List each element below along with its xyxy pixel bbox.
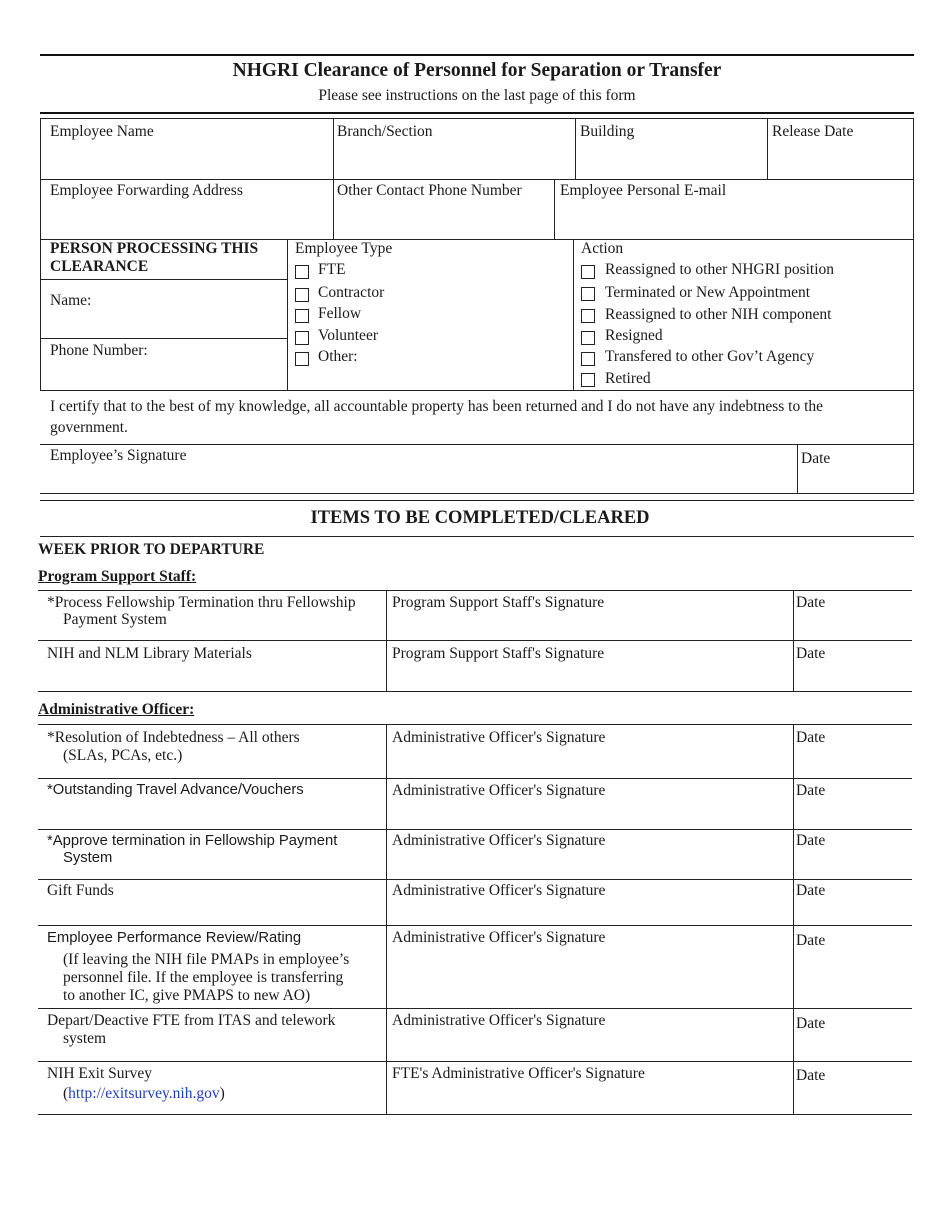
item-description: *Resolution of Indebtedness – All others [47,729,300,746]
item-description: Employee Performance Review/Rating [47,930,302,946]
top-rule [40,54,914,56]
certify-statement: I certify that to the best of my knowledge, all accountable property has been returned and I do not have any indebtness to the [50,398,824,415]
divider [38,640,912,641]
forwarding-address-field[interactable]: Employee Forwarding Address [50,182,243,199]
date-field[interactable]: Date [796,1067,826,1084]
divider [38,724,912,725]
divider [38,590,912,591]
divider [40,338,287,339]
employee-date-field[interactable]: Date [801,450,831,467]
action-label: Transfered to other Gov’t Agency [605,348,815,365]
divider [38,778,912,779]
divider [40,500,914,501]
divider [38,1008,912,1009]
divider [386,724,387,1114]
paren: ( [63,1085,69,1102]
action-label: Retired [605,370,651,387]
program-support-heading: Program Support Staff: [38,568,197,585]
signature-field[interactable]: Program Support Staff's Signature [392,645,605,662]
personal-email-field[interactable]: Employee Personal E-mail [560,182,727,199]
item-description: Payment System [63,611,167,628]
action-checkbox[interactable] [581,331,595,345]
branch-section-field[interactable]: Branch/Section [337,123,433,140]
divider [38,829,912,830]
employee-type-checkbox[interactable] [295,265,309,279]
divider [793,724,794,1114]
divider [40,179,914,180]
employee-type-label: Contractor [318,284,385,301]
action-checkbox[interactable] [581,373,595,387]
signature-field[interactable]: Administrative Officer's Signature [392,782,606,799]
employee-type-checkbox[interactable] [295,352,309,366]
divider [40,493,914,494]
employee-type-checkbox[interactable] [295,288,309,302]
employee-type-heading: Employee Type [295,240,393,257]
employee-type-label: Volunteer [318,327,378,344]
action-label: Terminated or New Appointment [605,284,811,301]
divider [554,179,555,239]
paren: ) [219,1085,225,1102]
processor-phone-field[interactable]: Phone Number: [50,342,148,359]
signature-field[interactable]: Administrative Officer's Signature [392,832,606,849]
divider [573,239,574,390]
signature-field[interactable]: Administrative Officer's Signature [392,882,606,899]
date-field[interactable]: Date [796,645,826,662]
date-field[interactable]: Date [796,1015,826,1032]
other-phone-field[interactable]: Other Contact Phone Number [337,182,522,199]
processing-heading: PERSON PROCESSING THIS [50,240,259,257]
divider [287,239,288,390]
form-subtitle: Please see instructions on the last page of this form [318,87,636,104]
item-description: System [63,850,113,866]
divider [386,590,387,691]
release-date-field[interactable]: Release Date [772,123,854,140]
divider [40,279,287,280]
divider [40,118,41,390]
action-checkbox[interactable] [581,265,595,279]
processing-heading: CLEARANCE [50,258,149,275]
divider [913,118,914,493]
form-title: NHGRI Clearance of Personnel for Separation or Transfer [232,60,722,81]
date-field[interactable]: Date [796,594,826,611]
divider [40,536,914,537]
divider [40,444,914,445]
divider [38,925,912,926]
item-description: (If leaving the NIH file PMAPs in employee’s [63,951,350,968]
action-label: Reassigned to other NIH component [605,306,832,323]
divider [38,691,912,692]
action-checkbox[interactable] [581,309,595,323]
building-field[interactable]: Building [580,123,635,140]
signature-field[interactable]: Program Support Staff's Signature [392,594,605,611]
employee-type-checkbox[interactable] [295,331,309,345]
processor-name-field[interactable]: Name: [50,292,92,309]
employee-type-label: Other: [318,348,358,365]
item-description: (SLAs, PCAs, etc.) [63,747,183,764]
action-label: Reassigned to other NHGRI position [605,261,835,278]
signature-field[interactable]: Administrative Officer's Signature [392,729,606,746]
date-field[interactable]: Date [796,932,826,949]
date-field[interactable]: Date [796,729,826,746]
certify-statement: government. [50,419,128,436]
item-description: *Outstanding Travel Advance/Vouchers [47,782,304,798]
action-checkbox[interactable] [581,352,595,366]
action-checkbox[interactable] [581,287,595,301]
action-heading: Action [581,240,624,257]
item-description: to another IC, give PMAPS to new AO) [63,987,311,1004]
action-label: Resigned [605,327,663,344]
item-description: NIH Exit Survey [47,1065,153,1082]
employee-type-label: FTE [318,261,346,278]
header-rule-1 [40,112,914,114]
divider [38,1114,912,1115]
header-rule-2 [40,118,914,119]
item-description: Depart/Deactive FTE from ITAS and telework [47,1012,336,1029]
divider [38,1061,912,1062]
item-description [63,1085,225,1103]
date-field[interactable]: Date [796,882,826,899]
date-field[interactable]: Date [796,782,826,799]
week-prior-heading: WEEK PRIOR TO DEPARTURE [38,541,265,558]
administrative-officer-heading: Administrative Officer: [38,701,195,718]
signature-field[interactable]: Administrative Officer's Signature [392,1012,606,1029]
date-field[interactable]: Date [796,832,826,849]
item-description: system [63,1030,107,1047]
items-heading: ITEMS TO BE COMPLETED/CLEARED [310,508,650,528]
employee-type-label: Fellow [318,305,362,322]
item-description: Gift Funds [47,882,114,899]
employee-name-field[interactable]: Employee Name [50,123,154,140]
signature-field[interactable]: Administrative Officer's Signature [392,929,606,946]
item-description: personnel file. If the employee is transferring [63,969,344,986]
item-description: NIH and NLM Library Materials [47,645,252,662]
divider [40,390,914,391]
employee-signature-field[interactable]: Employee’s Signature [50,447,187,464]
signature-field[interactable]: FTE's Administrative Officer's Signature [392,1065,645,1082]
divider [38,879,912,880]
exit-survey-link[interactable]: http://exitsurvey.nih.gov [68,1085,220,1102]
item-description: *Approve termination in Fellowship Payment [47,833,338,849]
divider [797,444,798,493]
employee-type-checkbox[interactable] [295,309,309,323]
divider [575,118,576,179]
item-description: *Process Fellowship Termination thru Fellowship [47,594,356,611]
divider [767,118,768,179]
divider [793,590,794,691]
